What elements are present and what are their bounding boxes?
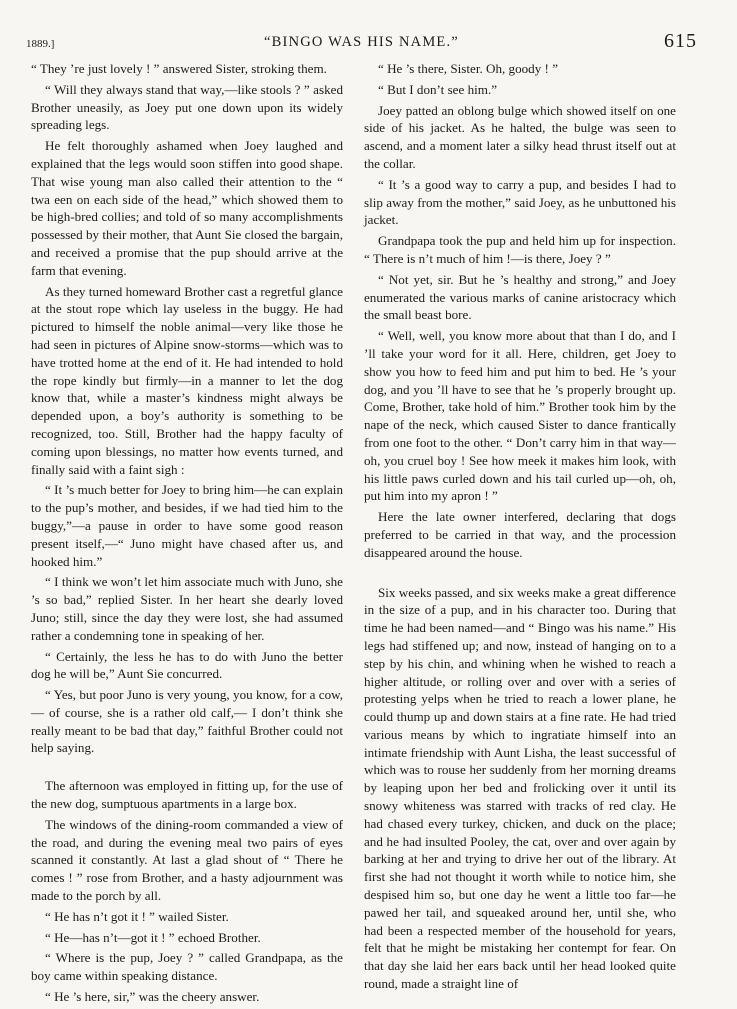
right-column	[364, 60, 676, 996]
page-header	[26, 30, 697, 56]
paragraph: Joey patted an oblong bulge which showed itself on one side of his jacket. As he halted, the bulge was seen to ascend, and a moment later a silky head thrust itself out at the collar.	[364, 102, 676, 171]
paragraph: “ Not yet, sir. But he ’s healthy and strong,” and Joey enumerated the various marks of canine aristocracy which the small beast bore.	[364, 271, 676, 323]
running-title: “BINGO WAS HIS NAME.”	[264, 34, 459, 50]
paragraph: As they turned homeward Brother cast a regretful glance at the stout rope which lay useless in the buggy. He had pictured to himself the noble animal—very like those he had seen in pictures of Alpine snow-storms—which was to have trotted home at the end of it. He had intended to hold the rope kindly but firmly—in a manner to let the dog know that, while a master’s kindness might always be depended upon, a boy’s authority is something to be recognized, too. Still, Brother had the happy faculty of coming upon blessings, no matter how events turned, and finally said with a faint sigh :	[31, 283, 343, 477]
paragraph: “ Yes, but poor Juno is very young, you know, for a cow,— of course, she is a rather old calf,— I don’t think she really meant to be bad that day,” faithful Brother could not help saying.	[31, 687, 343, 756]
header-date: 1889.]	[26, 38, 55, 50]
paragraph: “ I think we won’t let him associate much with Juno, she ’s so bad,” replied Sister. In her heart she dearly loved Juno; still, since the day they were lost, she had assumed rather a condemning tone in speaking of her.	[31, 574, 343, 643]
paragraph: “ They ’re just lovely ! ” answered Sister, stroking them.	[31, 61, 327, 76]
paragraph: “ He—has n’t—got it ! ” echoed Brother.	[45, 929, 261, 945]
paragraph: Six weeks passed, and six weeks make a great difference in the size of a pup, and in his character too. During that time he had been named—and “ Bingo was his name.” His legs had stiffened up; and now, instead of hanging on to a step by his chin, and whining when he wished to reach a higher altitude, or rolling over and over with a series of protesting yelps when he tried to reach a lower plane, he could thump up and down stairs at a fine rate. He had tried various means by which to ingratiate himself into an intimate friendship with Aunt Lisha, the least successful of which was to rouse her suddenly from her morning dreams by leaping upon her bed and frolicking over it until its snowy whiteness was starred with tracks of red clay. He had chased every turkey, chicken, and duck on the place; and he had insulted Pooley, the cat, over and over again by barking at her and trying to drive her out of the library. At first she had not thought it worth while to notice him, she despised him so, but one day he went a little too far—he pawed her tail, and squeaked around her, until she, who had been a respected member of the household for years, felt that he might be mistaking her contempt for fear. On that day she laid her ears back until her head looked quite round, made a straight line of	[364, 584, 676, 992]
paragraph: “ It ’s a good way to carry a pup, and besides I had to slip away from the mother,” said Joey, as he unbuttoned his jacket.	[364, 176, 676, 228]
paragraph: “ Certainly, the less he has to do with Juno the better dog he will be,” Aunt Sie concurred.	[31, 648, 343, 682]
paragraph: The windows of the dining-room commanded a view of the road, and during the evening meal two pairs of eyes scanned it constantly. At last a glad shout of “ There he comes ! ” rose from Brother, and a hasty adjournment was made to the porch by all.	[31, 816, 343, 904]
paragraph: “ He ’s here, sir,” was the cheery answer.	[45, 989, 260, 1005]
left-column	[31, 60, 343, 1009]
paragraph: “ Where is the pup, Joey ? ” called Grandpapa, as the boy came within speaking distance.	[31, 950, 343, 984]
paragraph: “ It ’s much better for Joey to bring him—he can explain to the pup’s mother, and besides, if we had tied him to the buggy,”—a pause in order to have some good reason present itself,—“ Juno might have chased after us, and hooked him.”	[31, 482, 343, 569]
paragraph: Here the late owner interfered, declaring that dogs preferred to be carried in that way, and the procession disappeared around the house.	[364, 509, 676, 560]
paragraph: “ Will they always stand that way,—like stools ? ” asked Brother uneasily, as Joey put one down upon its widely spreading legs.	[31, 81, 343, 133]
paragraph: He felt thoroughly ashamed when Joey laughed and explained that the legs would soon stiffen into good shape. That wise young man also called their attention to the “ twa een on each side of the head,” which showed them to be high-bred collies; and told of so many accomplishments possessed by their mother, that Aunt Sie closed the bargain, and received a promise that the pup should arrive at the farm that evening.	[31, 138, 343, 278]
paragraph: “ Well, well, you know more about that than I do, and I ’ll take your word for it all. Here, children, get Joey to show you how to feed him and put him to bed. He ’s your dog, and you ’ll have to see that he ’s properly brought up. Come, Brother, take hold of him.” Brother took him by the nape of the neck, which caused Sister to dance frantically from one foot to the other. “ Don’t carry him in that way—oh, you cruel boy ! See how meek it makes him look, with his little paws curled down and his tail curled up—oh, oh, put him into my apron ! ”	[364, 328, 676, 504]
paragraph: Grandpapa took the pup and held him up for inspection. “ There is n’t much of him !—is there, Joey ? ”	[364, 233, 676, 266]
paragraph: “ He has n’t got it ! ” wailed Sister.	[45, 908, 229, 924]
paragraph: “ But I don’t see him.”	[378, 81, 498, 97]
page-number: 615	[664, 30, 697, 52]
paragraph: The afternoon was employed in fitting up, for the use of the new dog, sumptuous apartments in a large box.	[31, 778, 343, 812]
paragraph: “ He ’s there, Sister. Oh, goody ! ”	[378, 61, 558, 76]
